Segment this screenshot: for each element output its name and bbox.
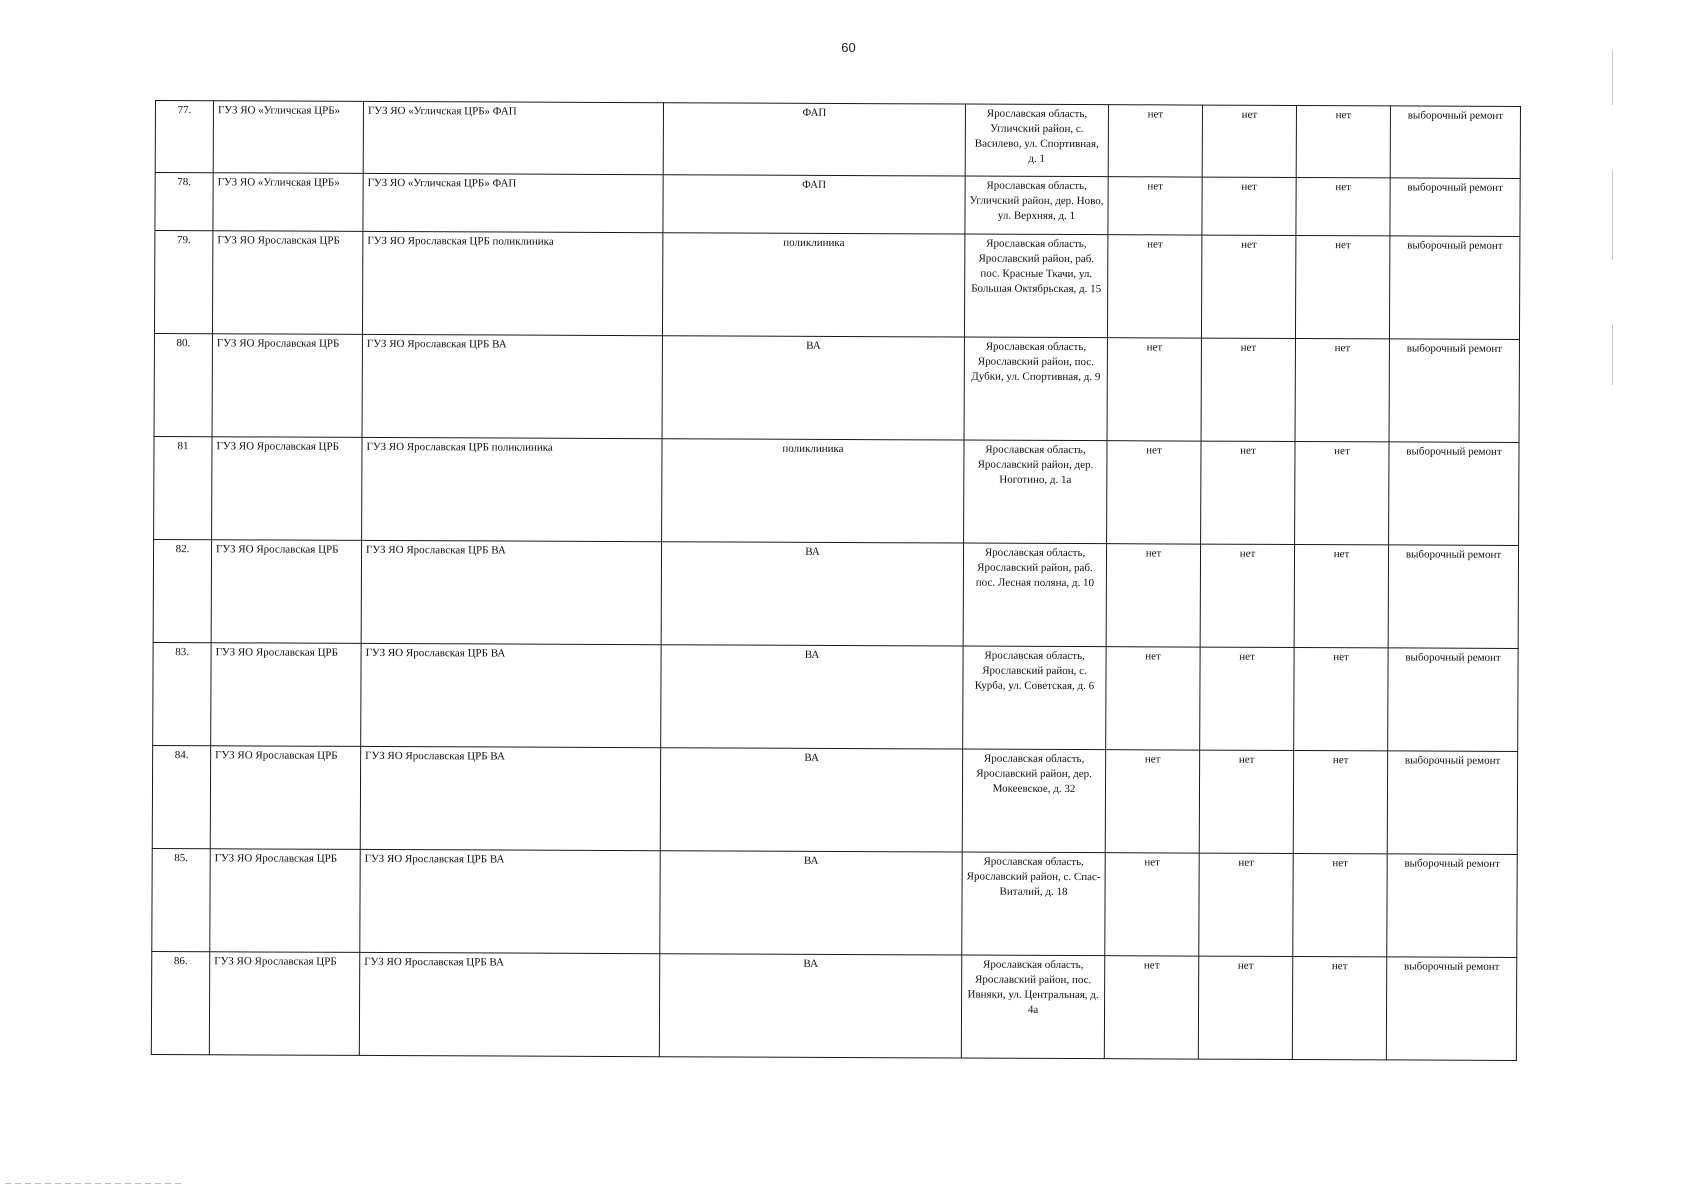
page-number: 60 xyxy=(841,40,856,55)
flag-cell: нет xyxy=(1200,544,1294,647)
facility-cell: ГУЗ ЯО Ярославская ЦРБ ВА xyxy=(359,952,659,1056)
address-cell: Ярославская область, Ярославский район, с. Спас-Виталий, д. 18 xyxy=(962,852,1105,956)
institution-cell: ГУЗ ЯО Ярославская ЦРБ xyxy=(212,231,362,335)
flag-cell: нет xyxy=(1294,544,1388,647)
institution-cell: ГУЗ ЯО Ярославская ЦРБ xyxy=(212,437,362,541)
row-number: 84. xyxy=(152,745,210,848)
row-number: 80. xyxy=(154,333,212,436)
row-number: 86. xyxy=(151,951,209,1054)
flag-cell: нет xyxy=(1201,235,1295,338)
scan-margin-mark xyxy=(1612,50,1613,105)
flag-cell: нет xyxy=(1200,647,1294,750)
address-cell: Ярославская область, Ярославский район, с. Курба, ул. Советская, д. 6 xyxy=(963,646,1106,750)
type-cell: ВА xyxy=(660,748,962,852)
institution-cell: ГУЗ ЯО Ярославская ЦРБ xyxy=(211,540,361,644)
row-number: 85. xyxy=(152,848,210,951)
flag-cell: нет xyxy=(1293,853,1387,956)
type-cell: ВА xyxy=(662,336,964,440)
address-cell: Ярославская область, Ярославский район, пос. Ивняки, ул. Центральная, д. 4а xyxy=(961,955,1104,1059)
address-cell: Ярославская область, Угличский район, с. Василево, ул. Спортивная, д. 1 xyxy=(965,104,1108,177)
flag-cell: нет xyxy=(1296,177,1390,235)
facility-cell: ГУЗ ЯО Ярославская ЦРБ ВА xyxy=(361,540,661,644)
scan-margin-mark xyxy=(1612,325,1613,385)
facility-cell: ГУЗ ЯО «Угличская ЦРБ» ФАП xyxy=(363,101,663,174)
flag-cell: нет xyxy=(1295,338,1389,441)
type-cell: ФАП xyxy=(663,175,965,234)
address-cell: Ярославская область, Ярославский район, пос. Дубки, ул. Спортивная, д. 9 xyxy=(964,337,1107,441)
flag-cell: нет xyxy=(1107,441,1201,544)
facilities-table xyxy=(151,100,1521,1061)
repair-cell: выборочный ремонт xyxy=(1390,106,1520,179)
facility-cell: ГУЗ ЯО Ярославская ЦРБ поликлиника xyxy=(362,437,662,541)
flag-cell: нет xyxy=(1201,441,1295,544)
repair-cell: выборочный ремонт xyxy=(1389,236,1519,340)
institution-cell: ГУЗ ЯО «Угличская ЦРБ» xyxy=(213,101,363,174)
flag-cell: нет xyxy=(1104,956,1198,1059)
table-row xyxy=(152,848,1517,957)
institution-cell: ГУЗ ЯО Ярославская ЦРБ xyxy=(210,746,360,850)
flag-cell: нет xyxy=(1107,235,1201,338)
row-number: 81 xyxy=(154,436,212,539)
address-cell: Ярославская область, Ярославский район, дер. Мокеевское, д. 32 xyxy=(962,749,1105,853)
address-cell: Ярославская область, Ярославский район, дер. Ноготино, д. 1а xyxy=(964,440,1107,544)
repair-cell: выборочный ремонт xyxy=(1387,751,1517,855)
row-number: 78. xyxy=(155,173,213,231)
flag-cell: нет xyxy=(1106,647,1200,750)
row-number: 79. xyxy=(154,231,212,334)
facility-cell: ГУЗ ЯО Ярославская ЦРБ ВА xyxy=(361,643,661,747)
table-row xyxy=(154,436,1519,545)
type-cell: поликлиника xyxy=(662,439,964,543)
table-row xyxy=(153,642,1518,751)
flag-cell: нет xyxy=(1293,750,1387,853)
flag-cell: нет xyxy=(1199,853,1293,956)
institution-cell: ГУЗ ЯО Ярославская ЦРБ xyxy=(209,952,359,1056)
type-cell: ВА xyxy=(661,645,963,749)
institution-cell: ГУЗ ЯО Ярославская ЦРБ xyxy=(210,849,360,953)
flag-cell: нет xyxy=(1296,105,1390,177)
flag-cell: нет xyxy=(1295,441,1389,544)
flag-cell: нет xyxy=(1105,750,1199,853)
table-row xyxy=(154,231,1519,340)
institution-cell: ГУЗ ЯО «Угличская ЦРБ» xyxy=(213,173,363,232)
type-cell: ВА xyxy=(661,542,963,646)
type-cell: поликлиника xyxy=(662,233,964,337)
flag-cell: нет xyxy=(1105,853,1199,956)
flag-cell: нет xyxy=(1199,750,1293,853)
flag-cell: нет xyxy=(1198,956,1292,1059)
table-row xyxy=(153,539,1518,648)
row-number: 83. xyxy=(153,642,211,745)
row-number: 82. xyxy=(153,539,211,642)
flag-cell: нет xyxy=(1106,544,1200,647)
facility-cell: ГУЗ ЯО «Угличская ЦРБ» ФАП xyxy=(363,173,663,232)
repair-cell: выборочный ремонт xyxy=(1390,178,1520,237)
facility-cell: ГУЗ ЯО Ярославская ЦРБ поликлиника xyxy=(362,231,662,335)
flag-cell: нет xyxy=(1201,338,1295,441)
type-cell: ФАП xyxy=(663,103,965,176)
row-number: 77. xyxy=(155,101,213,173)
repair-cell: выборочный ремонт xyxy=(1387,854,1517,958)
address-cell: Ярославская область, Ярославский район, раб. пос. Лесная поляна, д. 10 xyxy=(963,543,1106,647)
repair-cell: выборочный ремонт xyxy=(1389,339,1519,443)
repair-cell: выборочный ремонт xyxy=(1388,648,1518,752)
address-cell: Ярославская область, Угличский район, дер. Ново, ул. Верхняя, д. 1 xyxy=(965,176,1108,235)
table-row xyxy=(155,101,1520,179)
flag-cell: нет xyxy=(1295,235,1389,338)
flag-cell: нет xyxy=(1292,956,1386,1059)
table-row xyxy=(152,745,1517,854)
repair-cell: выборочный ремонт xyxy=(1386,957,1516,1061)
flag-cell: нет xyxy=(1108,177,1202,235)
scan-bottom-mark xyxy=(5,1183,185,1184)
repair-cell: выборочный ремонт xyxy=(1388,545,1518,649)
flag-cell: нет xyxy=(1202,105,1296,177)
table-row xyxy=(151,951,1516,1060)
flag-cell: нет xyxy=(1107,338,1201,441)
facility-cell: ГУЗ ЯО Ярославская ЦРБ ВА xyxy=(362,334,662,438)
facility-cell: ГУЗ ЯО Ярославская ЦРБ ВА xyxy=(360,746,660,850)
scan-margin-mark xyxy=(1612,170,1613,260)
flag-cell: нет xyxy=(1108,105,1202,177)
type-cell: ВА xyxy=(660,851,962,955)
facility-cell: ГУЗ ЯО Ярославская ЦРБ ВА xyxy=(360,849,660,953)
address-cell: Ярославская область, Ярославский район, раб. пос. Красные Ткачи, ул. Большая Октябрьская, д. 15 xyxy=(964,234,1107,338)
repair-cell: выборочный ремонт xyxy=(1389,442,1519,546)
institution-cell: ГУЗ ЯО Ярославская ЦРБ xyxy=(211,643,361,747)
type-cell: ВА xyxy=(659,954,961,1058)
flag-cell: нет xyxy=(1202,177,1296,235)
flag-cell: нет xyxy=(1294,647,1388,750)
institution-cell: ГУЗ ЯО Ярославская ЦРБ xyxy=(212,334,362,438)
table-row xyxy=(154,333,1519,442)
table-row xyxy=(155,173,1520,237)
